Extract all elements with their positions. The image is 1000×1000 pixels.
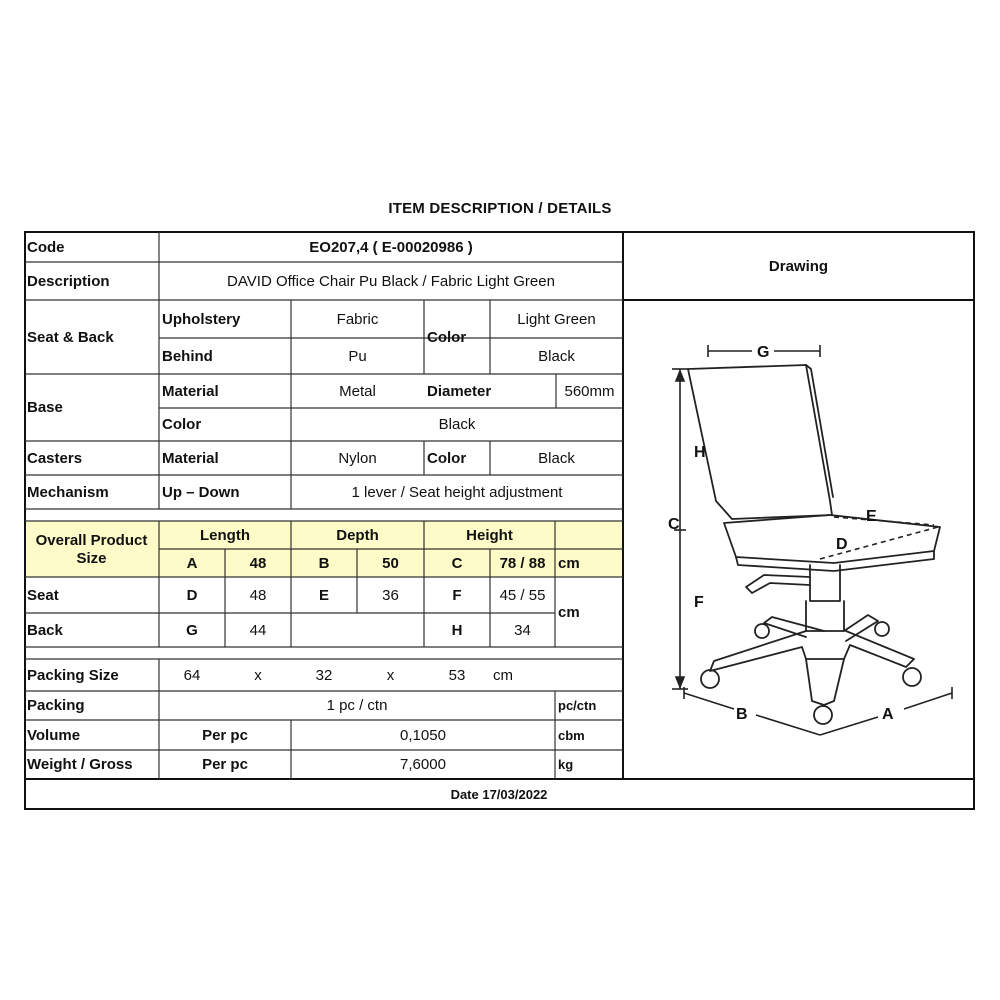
mechanism-type: Up – Down [162, 483, 240, 501]
letter-e: E [318, 586, 329, 604]
behind-label: Behind [162, 347, 213, 365]
drawing-letter-f: F [694, 594, 704, 611]
value-f: 45 / 55 [499, 586, 546, 604]
drawing-letter-b: B [736, 706, 748, 723]
packing-size-label: Packing Size [27, 666, 119, 684]
packing-size-unit: cm [493, 666, 513, 684]
value-h: 34 [514, 621, 531, 639]
base-material-label: Material [162, 382, 219, 400]
drawing-letter-a: A [882, 706, 894, 723]
behind-value: Pu [348, 347, 367, 365]
packing-size-x1: x [254, 666, 262, 684]
weight-unit: kg [558, 757, 574, 772]
diameter-value: 560mm [564, 382, 615, 400]
overall-size-label-line1: Overall Product [35, 531, 148, 549]
seat-back-color-value: Light Green [517, 310, 596, 328]
overall-size-label-line2: Size [76, 549, 107, 567]
description-value: DAVID Office Chair Pu Black / Fabric Light Green [227, 272, 555, 290]
casters-color-value: Black [538, 449, 575, 467]
value-b: 50 [382, 554, 399, 572]
letter-c: C [451, 554, 463, 572]
volume-label: Volume [27, 726, 81, 744]
drawing-letter-d: D [836, 536, 848, 553]
packing-value: 1 pc / ctn [326, 697, 388, 714]
weight-per: Per pc [202, 756, 248, 773]
value-d: 48 [249, 586, 267, 604]
weight-value: 7,6000 [400, 756, 446, 773]
volume-value: 0,1050 [400, 726, 446, 744]
base-color-label: Color [162, 416, 202, 433]
drawing-letter-e: E [866, 508, 877, 525]
upholstery-value: Fabric [336, 310, 379, 328]
packing-size-h: 53 [448, 666, 466, 684]
seat-back-unit: cm [558, 603, 580, 621]
mechanism-value: 1 lever / Seat height adjustment [351, 483, 563, 501]
weight-label: Weight / Gross [27, 756, 133, 773]
value-a: 48 [249, 554, 267, 572]
casters-material-value: Nylon [338, 449, 377, 467]
drawing-letter-h: H [694, 444, 706, 461]
behind-color-value: Black [538, 347, 575, 365]
height-header: Height [466, 526, 513, 544]
base-color-value: Black [438, 416, 476, 433]
upholstery-label: Upholstery [162, 310, 241, 328]
overall-size-label [24, 521, 159, 577]
depth-header: Depth [336, 526, 379, 544]
description-label: Description [27, 272, 110, 290]
seat-label: Seat [27, 586, 59, 604]
spec-sheet [24, 231, 975, 810]
packing-unit: pc/ctn [558, 698, 597, 713]
diameter-label: Diameter [427, 382, 492, 400]
document-title: ITEM DESCRIPTION / DETAILS [388, 200, 612, 217]
base-material-value: Metal [339, 382, 376, 400]
letter-d: D [186, 586, 198, 604]
packing-size-w: 64 [183, 666, 201, 684]
drawing-label: Drawing [768, 257, 829, 275]
seat-back-label: Seat & Back [27, 328, 114, 346]
value-g: 44 [249, 621, 267, 639]
code-value: EO207,4 ( E-00020986 ) [309, 238, 473, 256]
casters-label: Casters [27, 449, 83, 467]
volume-per: Per pc [202, 726, 248, 744]
seat-back-color-label: Color [427, 328, 467, 346]
length-header: Length [200, 526, 250, 544]
packing-size-d: 32 [315, 666, 333, 684]
value-c: 78 / 88 [499, 554, 546, 572]
packing-size-x2: x [386, 666, 395, 684]
letter-f: F [452, 586, 462, 604]
chair-drawing [624, 301, 973, 778]
letter-g: G [186, 621, 198, 639]
date: Date 17/03/2022 [450, 786, 548, 802]
letter-b: B [318, 554, 330, 572]
back-label: Back [27, 621, 63, 639]
letter-a: A [186, 554, 198, 572]
overall-unit: cm [558, 554, 580, 572]
casters-material-label: Material [162, 449, 219, 467]
packing-label: Packing [27, 697, 85, 714]
drawing-letter-c: C [668, 516, 680, 533]
volume-unit: cbm [558, 727, 585, 743]
casters-color-label: Color [427, 449, 467, 467]
base-label: Base [27, 399, 63, 416]
code-label: Code [27, 238, 65, 256]
drawing-letter-g: G [757, 344, 770, 361]
letter-h: H [451, 621, 463, 639]
value-e: 36 [382, 586, 399, 604]
mechanism-label: Mechanism [27, 483, 109, 501]
